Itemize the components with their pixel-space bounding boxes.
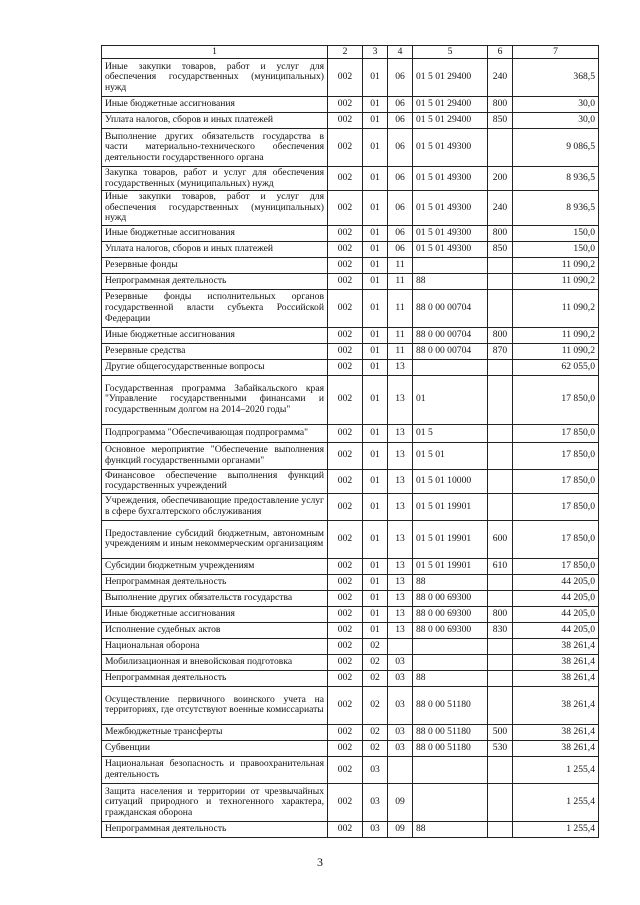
cell-ved: 002 bbox=[328, 129, 363, 167]
cell-rz: 01 bbox=[363, 520, 388, 558]
cell-pr: 03 bbox=[388, 724, 413, 740]
cell-sum: 17 850,0 bbox=[513, 375, 599, 424]
table-row bbox=[102, 59, 599, 97]
col-header-2: 2 bbox=[328, 46, 363, 59]
cell-pr: 06 bbox=[388, 241, 413, 257]
cell-name: Резервные фонды bbox=[102, 257, 328, 273]
table-row bbox=[102, 493, 599, 520]
cell-ved: 002 bbox=[328, 442, 363, 469]
cell-rz: 03 bbox=[363, 756, 388, 783]
cell-sum: 38 261,4 bbox=[513, 638, 599, 654]
cell-pr: 03 bbox=[388, 654, 413, 670]
cell-rz: 02 bbox=[363, 724, 388, 740]
cell-ved: 002 bbox=[328, 740, 363, 756]
cell-pr: 11 bbox=[388, 273, 413, 289]
table-row bbox=[102, 520, 599, 558]
cell-csr bbox=[413, 638, 488, 654]
cell-pr: 13 bbox=[388, 520, 413, 558]
cell-csr: 01 5 01 49300 bbox=[413, 225, 488, 241]
cell-ved: 002 bbox=[328, 191, 363, 226]
cell-csr: 88 bbox=[413, 821, 488, 837]
cell-csr: 88 0 00 00704 bbox=[413, 289, 488, 327]
cell-csr: 88 0 00 51180 bbox=[413, 724, 488, 740]
table-row bbox=[102, 241, 599, 257]
cell-ved: 002 bbox=[328, 724, 363, 740]
cell-pr: 09 bbox=[388, 783, 413, 821]
table-row bbox=[102, 558, 599, 574]
cell-csr: 88 0 00 00704 bbox=[413, 327, 488, 343]
cell-sum: 38 261,4 bbox=[513, 740, 599, 756]
cell-ved: 002 bbox=[328, 606, 363, 622]
cell-csr: 01 5 01 49300 bbox=[413, 191, 488, 226]
cell-vr: 870 bbox=[488, 343, 513, 359]
cell-ved: 002 bbox=[328, 756, 363, 783]
cell-vr bbox=[488, 670, 513, 686]
cell-name: Уплата налогов, сборов и иных платежей bbox=[102, 113, 328, 129]
cell-csr: 01 5 01 19901 bbox=[413, 520, 488, 558]
cell-sum: 38 261,4 bbox=[513, 724, 599, 740]
cell-name: Уплата налогов, сборов и иных платежей bbox=[102, 241, 328, 257]
cell-vr bbox=[488, 129, 513, 167]
cell-pr: 11 bbox=[388, 257, 413, 273]
cell-vr bbox=[488, 493, 513, 520]
cell-ved: 002 bbox=[328, 257, 363, 273]
cell-pr: 06 bbox=[388, 59, 413, 97]
cell-csr: 01 5 01 29400 bbox=[413, 59, 488, 97]
cell-csr bbox=[413, 654, 488, 670]
cell-vr bbox=[488, 273, 513, 289]
cell-ved: 002 bbox=[328, 225, 363, 241]
col-header-4: 4 bbox=[388, 46, 413, 59]
cell-rz: 01 bbox=[363, 257, 388, 273]
cell-csr: 01 5 bbox=[413, 424, 488, 442]
cell-name: Межбюджетные трансферты bbox=[102, 724, 328, 740]
cell-csr: 88 0 00 69300 bbox=[413, 606, 488, 622]
cell-vr: 800 bbox=[488, 225, 513, 241]
cell-vr bbox=[488, 375, 513, 424]
cell-pr: 13 bbox=[388, 558, 413, 574]
cell-sum: 11 090,2 bbox=[513, 273, 599, 289]
cell-ved: 002 bbox=[328, 821, 363, 837]
cell-vr bbox=[488, 638, 513, 654]
cell-name: Учреждения, обеспечивающие предоставление услуг в сфере бухгалтерского обслуживания bbox=[102, 493, 328, 520]
cell-vr: 850 bbox=[488, 113, 513, 129]
table-row bbox=[102, 638, 599, 654]
cell-ved: 002 bbox=[328, 241, 363, 257]
col-header-6: 6 bbox=[488, 46, 513, 59]
cell-name: Непрограммная деятельность bbox=[102, 821, 328, 837]
cell-pr: 03 bbox=[388, 670, 413, 686]
cell-pr bbox=[388, 638, 413, 654]
cell-name: Другие общегосударственные вопросы bbox=[102, 359, 328, 375]
cell-vr: 830 bbox=[488, 622, 513, 638]
cell-csr: 88 bbox=[413, 670, 488, 686]
cell-sum: 38 261,4 bbox=[513, 670, 599, 686]
cell-ved: 002 bbox=[328, 424, 363, 442]
cell-name: Финансовое обеспечение выполнения функций государственных учреждений bbox=[102, 469, 328, 493]
cell-sum: 44 205,0 bbox=[513, 574, 599, 590]
cell-pr: 13 bbox=[388, 359, 413, 375]
cell-rz: 02 bbox=[363, 654, 388, 670]
cell-rz: 01 bbox=[363, 375, 388, 424]
cell-sum: 11 090,2 bbox=[513, 257, 599, 273]
cell-pr: 06 bbox=[388, 113, 413, 129]
cell-ved: 002 bbox=[328, 574, 363, 590]
cell-sum: 150,0 bbox=[513, 241, 599, 257]
cell-ved: 002 bbox=[328, 343, 363, 359]
cell-ved: 002 bbox=[328, 670, 363, 686]
cell-csr bbox=[413, 359, 488, 375]
cell-sum: 11 090,2 bbox=[513, 343, 599, 359]
cell-csr: 01 5 01 49300 bbox=[413, 241, 488, 257]
cell-vr: 850 bbox=[488, 241, 513, 257]
cell-sum: 1 255,4 bbox=[513, 756, 599, 783]
cell-vr bbox=[488, 289, 513, 327]
cell-name: Непрограммная деятельность bbox=[102, 574, 328, 590]
cell-rz: 02 bbox=[363, 670, 388, 686]
cell-vr: 240 bbox=[488, 191, 513, 226]
cell-vr bbox=[488, 590, 513, 606]
cell-ved: 002 bbox=[328, 59, 363, 97]
cell-rz: 01 bbox=[363, 574, 388, 590]
table-row bbox=[102, 424, 599, 442]
cell-pr: 13 bbox=[388, 622, 413, 638]
cell-vr bbox=[488, 424, 513, 442]
table-row bbox=[102, 343, 599, 359]
cell-pr: 13 bbox=[388, 442, 413, 469]
cell-sum: 17 850,0 bbox=[513, 558, 599, 574]
cell-csr: 88 0 00 69300 bbox=[413, 622, 488, 638]
cell-rz: 01 bbox=[363, 327, 388, 343]
table-row bbox=[102, 590, 599, 606]
cell-rz: 03 bbox=[363, 783, 388, 821]
budget-table bbox=[101, 45, 599, 838]
table-row bbox=[102, 622, 599, 638]
cell-name: Субвенции bbox=[102, 740, 328, 756]
cell-name: Иные бюджетные ассигнования bbox=[102, 97, 328, 113]
cell-rz: 02 bbox=[363, 686, 388, 724]
cell-ved: 002 bbox=[328, 289, 363, 327]
cell-rz: 01 bbox=[363, 606, 388, 622]
table-row bbox=[102, 359, 599, 375]
cell-sum: 1 255,4 bbox=[513, 783, 599, 821]
cell-name: Подпрограмма "Обеспечивающая подпрограмма" bbox=[102, 424, 328, 442]
cell-name: Резервные средства bbox=[102, 343, 328, 359]
cell-csr: 01 5 01 19901 bbox=[413, 558, 488, 574]
cell-sum: 62 055,0 bbox=[513, 359, 599, 375]
cell-sum: 17 850,0 bbox=[513, 424, 599, 442]
cell-ved: 002 bbox=[328, 327, 363, 343]
cell-name: Мобилизационная и вневойсковая подготовка bbox=[102, 654, 328, 670]
cell-rz: 01 bbox=[363, 590, 388, 606]
cell-rz: 01 bbox=[363, 424, 388, 442]
table-row bbox=[102, 327, 599, 343]
cell-name: Осуществление первичного воинского учета на территориях, где отсутствуют военные комиссариаты bbox=[102, 686, 328, 724]
cell-vr: 610 bbox=[488, 558, 513, 574]
cell-vr bbox=[488, 783, 513, 821]
cell-rz: 01 bbox=[363, 493, 388, 520]
cell-csr: 88 0 00 69300 bbox=[413, 590, 488, 606]
cell-rz: 01 bbox=[363, 289, 388, 327]
cell-ved: 002 bbox=[328, 273, 363, 289]
table-row bbox=[102, 740, 599, 756]
cell-name: Защита населения и территории от чрезвычайных ситуаций природного и техногенного характера, гражданская оборона bbox=[102, 783, 328, 821]
cell-ved: 002 bbox=[328, 654, 363, 670]
cell-vr: 500 bbox=[488, 724, 513, 740]
cell-rz: 01 bbox=[363, 167, 388, 191]
cell-sum: 17 850,0 bbox=[513, 442, 599, 469]
cell-sum: 1 255,4 bbox=[513, 821, 599, 837]
cell-rz: 03 bbox=[363, 821, 388, 837]
cell-sum: 38 261,4 bbox=[513, 686, 599, 724]
cell-ved: 002 bbox=[328, 638, 363, 654]
cell-vr: 240 bbox=[488, 59, 513, 97]
cell-pr: 13 bbox=[388, 574, 413, 590]
cell-rz: 01 bbox=[363, 129, 388, 167]
cell-ved: 002 bbox=[328, 558, 363, 574]
cell-pr: 13 bbox=[388, 493, 413, 520]
table-row bbox=[102, 574, 599, 590]
cell-ved: 002 bbox=[328, 375, 363, 424]
cell-vr bbox=[488, 257, 513, 273]
cell-pr: 11 bbox=[388, 327, 413, 343]
cell-pr: 06 bbox=[388, 129, 413, 167]
cell-ved: 002 bbox=[328, 167, 363, 191]
table-row bbox=[102, 273, 599, 289]
cell-rz: 01 bbox=[363, 558, 388, 574]
cell-sum: 30,0 bbox=[513, 113, 599, 129]
table-row bbox=[102, 670, 599, 686]
col-header-3: 3 bbox=[363, 46, 388, 59]
table-row bbox=[102, 257, 599, 273]
table-row bbox=[102, 375, 599, 424]
cell-sum: 11 090,2 bbox=[513, 327, 599, 343]
cell-name: Непрограммная деятельность bbox=[102, 273, 328, 289]
cell-vr bbox=[488, 574, 513, 590]
cell-csr: 01 5 01 29400 bbox=[413, 113, 488, 129]
table-row bbox=[102, 129, 599, 167]
cell-csr: 88 bbox=[413, 273, 488, 289]
cell-vr bbox=[488, 442, 513, 469]
cell-name: Непрограммная деятельность bbox=[102, 670, 328, 686]
col-header-5: 5 bbox=[413, 46, 488, 59]
cell-rz: 01 bbox=[363, 622, 388, 638]
cell-rz: 02 bbox=[363, 740, 388, 756]
table-row bbox=[102, 724, 599, 740]
table-row bbox=[102, 113, 599, 129]
table-row bbox=[102, 191, 599, 226]
cell-sum: 150,0 bbox=[513, 225, 599, 241]
cell-ved: 002 bbox=[328, 686, 363, 724]
cell-rz: 01 bbox=[363, 113, 388, 129]
cell-rz: 01 bbox=[363, 343, 388, 359]
cell-name: Резервные фонды исполнительных органов государственной власти субъекта Российской Федерации bbox=[102, 289, 328, 327]
table-row bbox=[102, 225, 599, 241]
cell-csr: 88 0 00 51180 bbox=[413, 740, 488, 756]
cell-pr: 06 bbox=[388, 97, 413, 113]
cell-name: Закупка товаров, работ и услуг для обеспечения государственных (муниципальных) нужд bbox=[102, 167, 328, 191]
cell-sum: 38 261,4 bbox=[513, 654, 599, 670]
cell-sum: 368,5 bbox=[513, 59, 599, 97]
table-row bbox=[102, 167, 599, 191]
cell-csr: 01 5 01 bbox=[413, 442, 488, 469]
cell-sum: 44 205,0 bbox=[513, 606, 599, 622]
cell-pr: 11 bbox=[388, 289, 413, 327]
cell-csr: 01 5 01 49300 bbox=[413, 167, 488, 191]
cell-sum: 9 086,5 bbox=[513, 129, 599, 167]
cell-name: Иные закупки товаров, работ и услуг для обеспечения государственных (муниципальных) нужд bbox=[102, 191, 328, 226]
cell-name: Субсидии бюджетным учреждениям bbox=[102, 558, 328, 574]
cell-rz: 02 bbox=[363, 638, 388, 654]
cell-vr: 800 bbox=[488, 97, 513, 113]
cell-pr: 13 bbox=[388, 375, 413, 424]
cell-sum: 17 850,0 bbox=[513, 469, 599, 493]
cell-rz: 01 bbox=[363, 241, 388, 257]
cell-csr: 01 5 01 19901 bbox=[413, 493, 488, 520]
table-row bbox=[102, 97, 599, 113]
cell-pr: 13 bbox=[388, 606, 413, 622]
cell-csr bbox=[413, 756, 488, 783]
cell-rz: 01 bbox=[363, 469, 388, 493]
cell-name: Иные закупки товаров, работ и услуг для обеспечения государственных (муниципальных) нужд bbox=[102, 59, 328, 97]
table-row bbox=[102, 686, 599, 724]
cell-rz: 01 bbox=[363, 273, 388, 289]
cell-csr: 88 0 00 00704 bbox=[413, 343, 488, 359]
cell-pr: 13 bbox=[388, 424, 413, 442]
cell-name: Иные бюджетные ассигнования bbox=[102, 327, 328, 343]
table-row bbox=[102, 783, 599, 821]
cell-name: Национальная оборона bbox=[102, 638, 328, 654]
cell-csr: 01 bbox=[413, 375, 488, 424]
cell-csr bbox=[413, 257, 488, 273]
cell-csr: 01 5 01 49300 bbox=[413, 129, 488, 167]
cell-vr bbox=[488, 756, 513, 783]
table-row bbox=[102, 821, 599, 837]
cell-vr: 530 bbox=[488, 740, 513, 756]
cell-name: Иные бюджетные ассигнования bbox=[102, 606, 328, 622]
table-row bbox=[102, 469, 599, 493]
cell-ved: 002 bbox=[328, 493, 363, 520]
cell-ved: 002 bbox=[328, 590, 363, 606]
cell-rz: 01 bbox=[363, 225, 388, 241]
cell-ved: 002 bbox=[328, 469, 363, 493]
cell-pr: 11 bbox=[388, 343, 413, 359]
cell-vr bbox=[488, 654, 513, 670]
cell-vr: 800 bbox=[488, 606, 513, 622]
table-row bbox=[102, 289, 599, 327]
cell-ved: 002 bbox=[328, 97, 363, 113]
cell-vr bbox=[488, 469, 513, 493]
cell-pr: 09 bbox=[388, 821, 413, 837]
cell-pr: 13 bbox=[388, 469, 413, 493]
cell-name: Выполнение других обязательств государства bbox=[102, 590, 328, 606]
table-body bbox=[102, 59, 599, 838]
cell-rz: 01 bbox=[363, 191, 388, 226]
table-row bbox=[102, 442, 599, 469]
cell-name: Выполнение других обязательств государства в части материально-технического обеспечения деятельности государственного органа bbox=[102, 129, 328, 167]
cell-sum: 8 936,5 bbox=[513, 167, 599, 191]
cell-pr: 06 bbox=[388, 225, 413, 241]
cell-name: Государственная программа Забайкальского края "Управление государственными финансами и государственным долгом на 2014–2020 годы" bbox=[102, 375, 328, 424]
cell-sum: 8 936,5 bbox=[513, 191, 599, 226]
cell-ved: 002 bbox=[328, 520, 363, 558]
cell-sum: 17 850,0 bbox=[513, 520, 599, 558]
header-row bbox=[102, 46, 599, 59]
table-row bbox=[102, 654, 599, 670]
cell-sum: 44 205,0 bbox=[513, 590, 599, 606]
cell-name: Иные бюджетные ассигнования bbox=[102, 225, 328, 241]
table-row bbox=[102, 606, 599, 622]
cell-ved: 002 bbox=[328, 622, 363, 638]
cell-pr: 06 bbox=[388, 167, 413, 191]
cell-vr bbox=[488, 821, 513, 837]
cell-rz: 01 bbox=[363, 59, 388, 97]
cell-rz: 01 bbox=[363, 97, 388, 113]
cell-pr: 13 bbox=[388, 590, 413, 606]
col-header-1: 1 bbox=[102, 46, 328, 59]
cell-vr: 800 bbox=[488, 327, 513, 343]
cell-vr: 200 bbox=[488, 167, 513, 191]
cell-name: Исполнение судебных актов bbox=[102, 622, 328, 638]
cell-sum: 11 090,2 bbox=[513, 289, 599, 327]
cell-vr bbox=[488, 359, 513, 375]
cell-csr bbox=[413, 783, 488, 821]
cell-ved: 002 bbox=[328, 359, 363, 375]
cell-sum: 44 205,0 bbox=[513, 622, 599, 638]
cell-name: Предоставление субсидий бюджетным, автономным учреждениям и иным некоммерческим организациям bbox=[102, 520, 328, 558]
table-row bbox=[102, 756, 599, 783]
cell-csr: 01 5 01 10000 bbox=[413, 469, 488, 493]
cell-sum: 30,0 bbox=[513, 97, 599, 113]
cell-csr: 88 bbox=[413, 574, 488, 590]
col-header-7: 7 bbox=[513, 46, 599, 59]
cell-ved: 002 bbox=[328, 783, 363, 821]
cell-pr bbox=[388, 756, 413, 783]
cell-csr: 01 5 01 29400 bbox=[413, 97, 488, 113]
cell-sum: 17 850,0 bbox=[513, 493, 599, 520]
cell-vr: 600 bbox=[488, 520, 513, 558]
cell-csr: 88 0 00 51180 bbox=[413, 686, 488, 724]
cell-rz: 01 bbox=[363, 442, 388, 469]
cell-vr bbox=[488, 686, 513, 724]
cell-pr: 03 bbox=[388, 686, 413, 724]
cell-name: Национальная безопасность и правоохранительная деятельность bbox=[102, 756, 328, 783]
cell-ved: 002 bbox=[328, 113, 363, 129]
cell-name: Основное мероприятие "Обеспечение выполнения функций государственными органами" bbox=[102, 442, 328, 469]
page-number: 3 bbox=[317, 855, 323, 869]
cell-rz: 01 bbox=[363, 359, 388, 375]
cell-pr: 03 bbox=[388, 740, 413, 756]
cell-pr: 06 bbox=[388, 191, 413, 226]
